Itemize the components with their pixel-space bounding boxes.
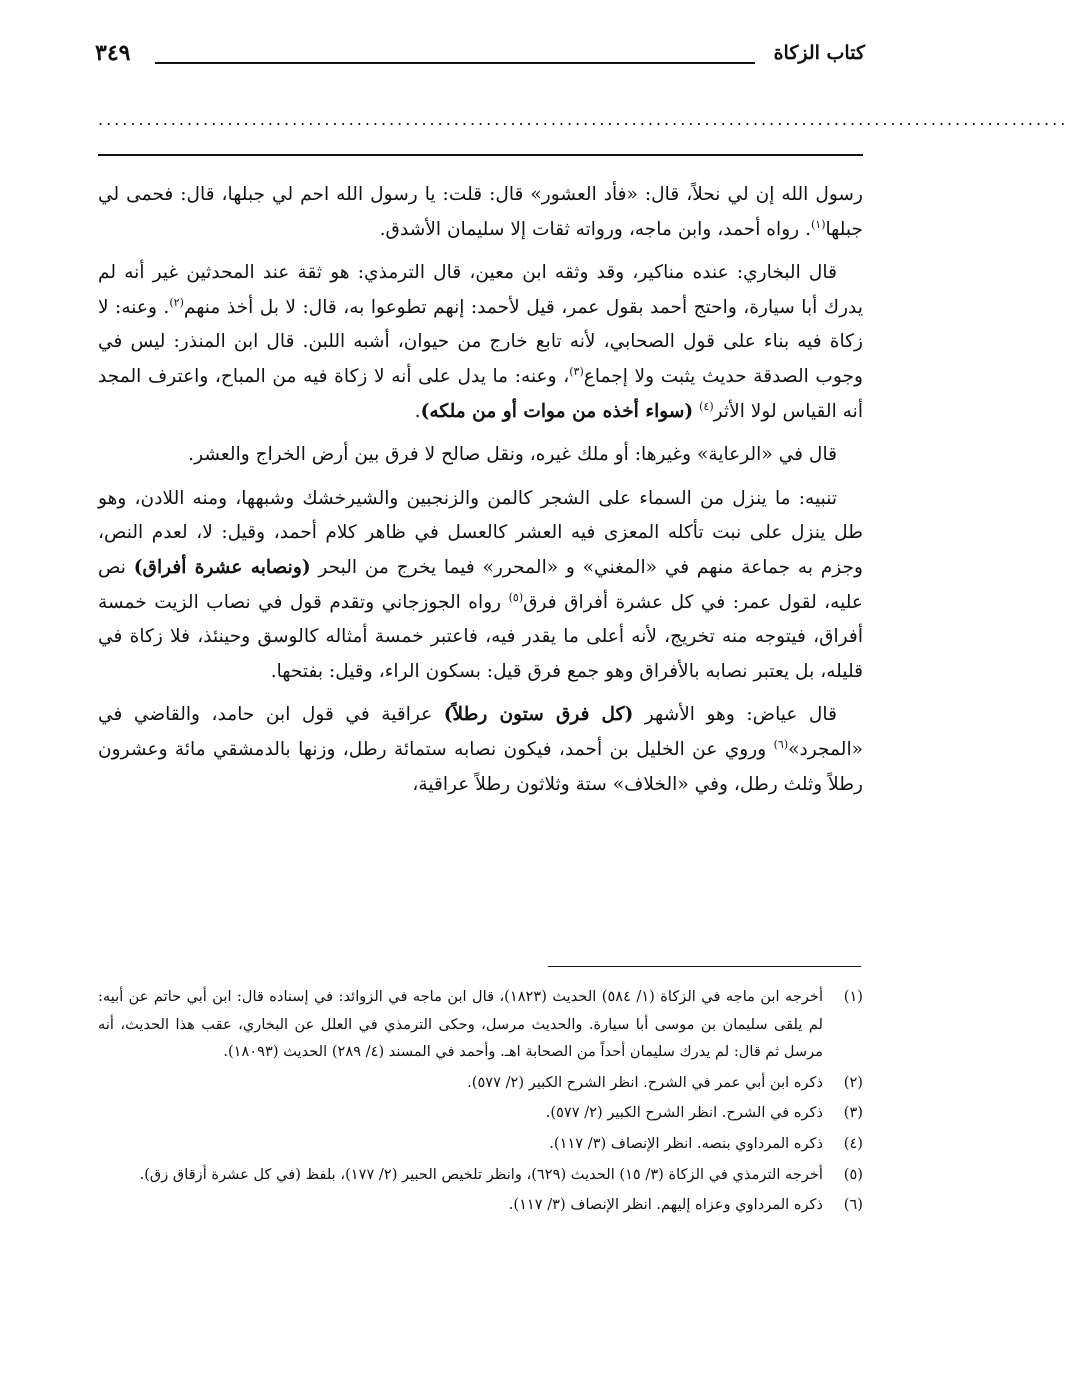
footnote-ref: (١) (810, 217, 826, 231)
footnote-rule (548, 966, 861, 967)
text-segment: قال البخاري: عنده مناكير، وقد وثقه ابن معين، قال الترمذي: هو ثقة عند المحدثين غير أنه لم يدرك أبا سيارة، واحتج أحمد بقول عمر، قيل لأحمد: إنهم تطوعوا به، قال: لا بل أخذ منهم (98, 262, 863, 318)
page-number: ٣٤٩ (95, 40, 131, 66)
paragraph (98, 256, 863, 429)
header-rule (155, 62, 755, 64)
paragraph (98, 698, 863, 802)
main-text (98, 178, 863, 811)
text-segment: . (414, 400, 421, 422)
footnote-text: ذكره في الشرح. انظر الشرح الكبير (٢/ ٥٧٧). (545, 1104, 823, 1122)
footnote-ref: (٤) (699, 399, 714, 413)
text-segment: رسول الله إن لي نحلاً، قال: «فأد العشور» قال: قلت: يا رسول الله احم لي جبلها، قال: فحمى لي جبلها (98, 184, 863, 240)
footnote-number: (٣) (843, 1104, 863, 1122)
footnote-ref: (٢) (169, 295, 184, 309)
matn-text: (سواء أخذه من موات أو من ملكه) (420, 400, 694, 422)
book-title: كتاب الزكاة (773, 42, 865, 64)
footnote-number: (٥) (843, 1165, 863, 1183)
footnote (98, 1069, 863, 1097)
paragraph (98, 438, 863, 473)
text-segment: قال في «الرعاية» وغيرها: أو ملك غيره، ونقل صالح لا فرق بين أرض الخراج والعشر. (188, 444, 837, 466)
paragraph (98, 178, 863, 247)
text-segment: وروي عن الخليل بن أحمد، فيكون نصابه ستمائة رطل، وزنها بالدمشقي مائة وعشرون رطلاً وثلث رطل، وفي «الخلاف» ستة وثلاثون رطلاً عراقية، (98, 738, 863, 795)
footnote-text: أخرجه الترمذي في الزكاة (٣/ ١٥) الحديث (٦٢٩)، وانظر تلخيص الحبير (٢/ ١٧٧)، بلفظ (في كل عشرة أزقاق زق). (139, 1165, 823, 1183)
matn-text: (ونصابه عشرة أفراق) (133, 556, 311, 578)
footnote-text: أخرجه ابن ماجه في الزكاة (١/ ٥٨٤) الحديث (١٨٢٣)، قال ابن ماجه في الزوائد: في إسناده قال: ابن أبي حاتم عن أبيه: لم يلقى سليمان بن موسى أبا سيارة. والحديث مرسل، وحكى الترمذي في العلل عن البخاري، عقب هذا الحديث، أنه مرسل ثم قال: لم يدرك سليمان أحداً من الصحابة اهـ. وأحمد في المسند (٤/ ٢٨٩) الحديث (١٨٠٩٣). (98, 988, 824, 1061)
text-segment: رواه الجوزجاني وتقدم قول في نصاب الزيت خمسة أفراق، فيتوجه منه تخريج، لأنه أعلى ما يقدر فيه، فاعتبر خمسة أمثاله كالوسق وحينئذ، فلا زكاة في قليله، بل يعتبر نصابه بالأفراق وهو جمع فرق قيل: بسكون الراء، وقيل: بفتحها. (98, 591, 863, 682)
footnote (98, 983, 863, 1066)
footnote (98, 1130, 863, 1158)
footnote-text: ذكره المرداوي وعزاه إليهم. انظر الإنصاف (٣/ ١١٧). (508, 1196, 823, 1214)
footnote-number: (٤) (843, 1134, 863, 1152)
text-segment: . رواه أحمد، وابن ماجه، ورواته ثقات إلا سليمان الأشدق. (379, 218, 811, 240)
footnote (98, 1191, 863, 1219)
footnote-ref: (٥) (508, 590, 524, 604)
footnote (98, 1099, 863, 1127)
text-segment: قال عياض: وهو الأشهر (633, 704, 837, 726)
matn-text: (كل فرق ستون رطلاً) (443, 704, 634, 726)
footnote-text: ذكره ابن أبي عمر في الشرح. انظر الشرح الكبير (٢/ ٥٧٧). (467, 1073, 823, 1091)
footnote-number: (٢) (843, 1073, 863, 1091)
text-segment: ، وعنه: ما يدل على أنه لا زكاة فيه من المباح، واعترف المجد أنه القياس لولا الأثر (98, 365, 863, 422)
footnote-number: (٦) (843, 1196, 863, 1214)
text-segment: عراقية في قول ابن حامد، والقاضي في «المجرد» (98, 704, 863, 760)
footnote (98, 1161, 863, 1189)
main-rule (98, 154, 863, 156)
dotted-separator: ........................................................................................................................ (98, 110, 1068, 129)
footnote-ref: (٦) (773, 737, 789, 751)
page-header (95, 40, 865, 80)
text-segment: تنبيه: ما ينزل من السماء على الشجر كالمن والزنجبين والشيرخشك وشبهها، ومنه اللادن، وهو طل ينزل على نبت تأكله المعزى فيه العشر كالعسل في ظاهر كلام أحمد، وقيل: لا، لعدم النص، وجزم به جماعة منهم في «المغني» و «المحرر» فيما يخرج من البحر (98, 487, 864, 578)
footnote-number: (١) (843, 988, 863, 1005)
text-segment: نص عليه، لقول عمر: في كل عشرة أفراق فرق (98, 556, 863, 613)
paragraph (98, 482, 863, 690)
footnote-ref: (٣) (569, 364, 584, 378)
text-segment: . وعنه: لا زكاة فيه بناء على قول الصحابي، لأنه تابع خارج من حيوان، أشبه اللبن. قال ابن المنذر: ليس في وجوب الصدقة حديث يثبت ولا إجماع (98, 296, 863, 387)
footnotes (98, 983, 863, 1222)
footnote-text: ذكره المرداوي بنصه. انظر الإنصاف (٣/ ١١٧). (549, 1134, 823, 1152)
